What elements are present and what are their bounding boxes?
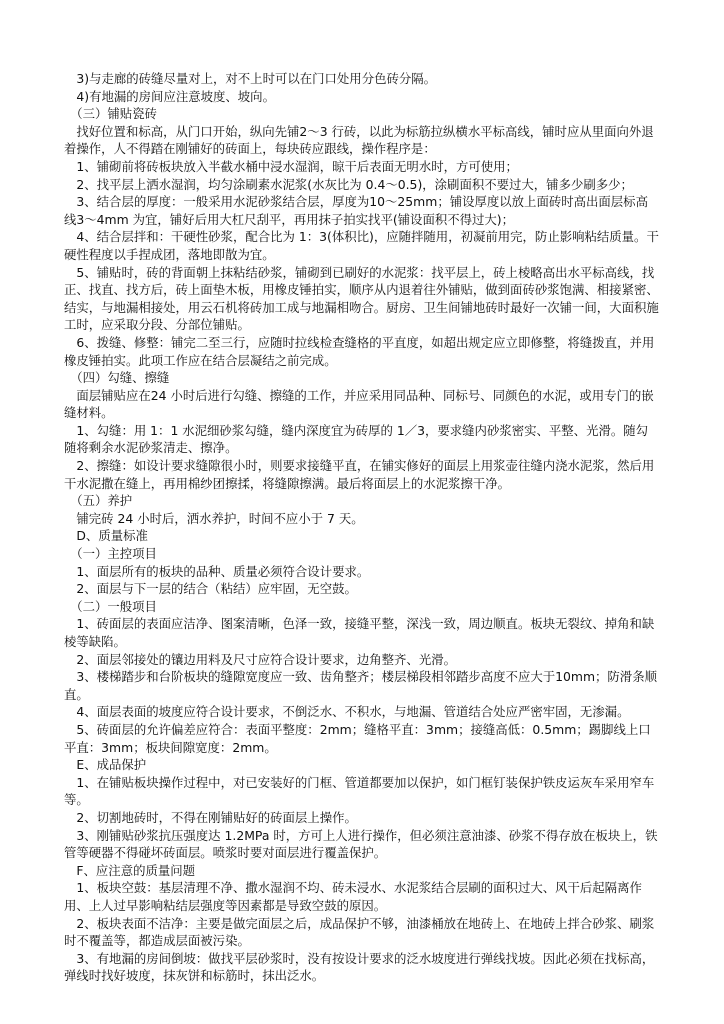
paragraph-grouting-wiping: 2、擦缝：如设计要求缝隙很小时，则要求接缝平直，在铺实修好的面层上用浆壶往缝内浇水泥浆，然后用干水泥撒在缝上，再用棉纱团擦揉，将缝隙擦满。最后将面层上的水泥浆擦干净。 [64, 458, 655, 491]
paragraph-step-1-soaking: 1、铺砌前将砖板块放入半截水桶中浸水湿润，晾干后表面无明水时，方可使用； [64, 158, 518, 174]
paragraph-grouting-pointing: 1、勾缝：用 1：1 水泥细砂浆勾缝，缝内深度宜为砖厚的 1／3，要求缝内砂浆密实、平整、光滑。随勾随将剩余水泥砂浆清走、擦净。 [64, 422, 649, 456]
paragraph-step-2-wetting: 2、找平层上洒水湿润，均匀涂刷素水泥浆(水灰比为 0.4～0.5)，涂刷面积不要过大，铺多少刷多少； [64, 176, 633, 192]
section-heading-product-protection: E、成品保护 [64, 757, 147, 773]
paragraph-protection-2: 2、切割地砖时，不得在刚铺贴好的砖面层上操作。 [64, 809, 357, 825]
section-heading-tile-laying: （三）铺贴瓷砖 [64, 106, 157, 122]
paragraph-step-3-bond-layer-thickness: 3、结合层的厚度：一般采用水泥砂浆结合层，厚度为10～25mm；铺设厚度以放上面砖时高出面层标高线3～4mm 为宜，铺好后用大杠尺刮平，再用抹子拍实找平(铺设面积不得过大)； [64, 194, 648, 227]
paragraph-corridor-joint-alignment: 3)与走廊的砖缝尽量对上，对不上时可以在门口处用分色砖分隔。 [64, 71, 437, 86]
paragraph-main-control-1: 1、面层所有的板块的品种、质量必须符合设计要求。 [64, 563, 370, 579]
section-heading-curing: （五）养护 [64, 493, 133, 509]
paragraph-step-4-bond-layer-mixing: 4、结合层拌和：干硬性砂浆，配合比为 1：3(体积比)，应随拌随用，初凝前用完，防止影响粘结质量。干硬性程度以手捏成团，落地即散为宜。 [64, 229, 659, 262]
paragraph-issue-1-hollowing: 1、板块空鼓：基层清理不净、撒水湿润不均、砖未浸水、水泥浆结合层刷的面积过大、风干后起隔离作用、上人过早影响粘结层强度等因素都是导致空鼓的原因。 [64, 880, 642, 913]
paragraph-general-2: 2、面层邻接处的镶边用料及尺寸应符合设计要求，边角整齐、光滑。 [64, 651, 456, 667]
document-body [64, 70, 660, 985]
paragraph-general-5-tolerances: 5、砖面层的允许偏差应符合：表面平整度：2mm；缝格平直：3mm；接缝高低：0.5mm；踢脚线上口平直：3mm；板块间隙宽度：2mm。 [64, 721, 651, 755]
section-heading-quality-standards: D、质量标准 [64, 528, 148, 544]
paragraph-protection-1: 1、在铺贴板块操作过程中，对已安装好的门框、管道都要加以保护，如门框钉装保护铁皮运灰车采用窄车等。 [64, 774, 655, 808]
section-heading-quality-issues: F、应注意的质量问题 [64, 862, 196, 878]
paragraph-floor-drain-slope: 4)有地漏的房间应注意坡度、坡向。 [64, 88, 275, 104]
paragraph-curing: 铺完砖 24 小时后，洒水养护，时间不应小于 7 天。 [64, 510, 364, 526]
paragraph-step-5-laying: 5、铺贴时，砖的背面朝上抹粘结砂浆，铺砌到已刷好的水泥浆：找平层上，砖上棱略高出水平标高线，找正、找直、找方后，砖上面垫木板，用橡皮锤拍实，顺序从内退着往外铺贴，做到面砖砂浆饱满、相接紧密、结实，与地漏相接处，用云石机将砖加工成与地漏相吻合。厨房、卫生间铺地砖时最好一次铺一间，大面积施工时，应采取分段、分部位铺贴。 [64, 264, 659, 333]
paragraph-issue-2-surface-dirty: 2、板块表面不洁净：主要是做完面层之后，成品保护不够，油漆桶放在地砖上、在地砖上拌合砂浆、刷浆时不覆盖等，都造成层面被污染。 [64, 915, 655, 949]
paragraph-main-control-2: 2、面层与下一层的结合（粘结）应牢固，无空鼓。 [64, 581, 357, 597]
paragraph-issue-3-reverse-slope: 3、有地漏的房间倒坡：做找平层砂浆时，没有按设计要求的泛水坡度进行弹线找坡。因此必须在找标高，弹线时找好坡度，抹灰饼和标筋时，抹出泛水。 [64, 950, 655, 984]
paragraph-step-6-joint-adjustment: 6、拨缝、修整：铺完二至三行，应随时拉线检查缝格的平直度，如超出规定应立即修整，将缝拨直，并用橡皮锤拍实。此项工作应在结合层凝结之前完成。 [64, 334, 655, 368]
paragraph-positioning-and-leveling: 找好位置和标高，从门口开始，纵向先铺2～3 行砖，以此为标筋拉纵横水平标高线，铺时应从里面向外退着操作，人不得踏在刚铺好的砖面上，每块砖应跟线，操作程序是： [64, 123, 654, 157]
paragraph-grouting-intro: 面层铺贴应在24 小时后进行勾缝、擦缝的工作，并应采用同品种、同标号、同颜色的水泥，或用专门的嵌缝材料。 [64, 387, 654, 421]
paragraph-protection-3: 3、刚铺贴砂浆抗压强度达 1.2MPa 时，方可上人进行操作，但必须注意油漆、砂浆不得存放在板块上，铁管等硬器不得碰坏砖面层。喷浆时要对面层进行覆盖保护。 [64, 827, 658, 861]
paragraph-general-1: 1、砖面层的表面应洁净、图案清晰，色泽一致，接缝平整，深浅一致，周边顺直。板块无裂纹、掉角和缺棱等缺陷。 [64, 616, 655, 649]
section-heading-grouting: （四）勾缝、擦缝 [64, 370, 170, 386]
subheading-general-items: （二）一般项目 [64, 598, 157, 614]
paragraph-general-3: 3、楼梯踏步和台阶板块的缝隙宽度应一致、齿角整齐；楼层梯段相邻踏步高度不应大于10mm；防滑条顺直。 [64, 669, 657, 702]
subheading-main-control-items: （一）主控项目 [64, 546, 157, 562]
paragraph-general-4: 4、面层表面的坡度应符合设计要求，不倒泛水、不积水，与地漏、管道结合处应严密牢固，无渗漏。 [64, 704, 630, 720]
